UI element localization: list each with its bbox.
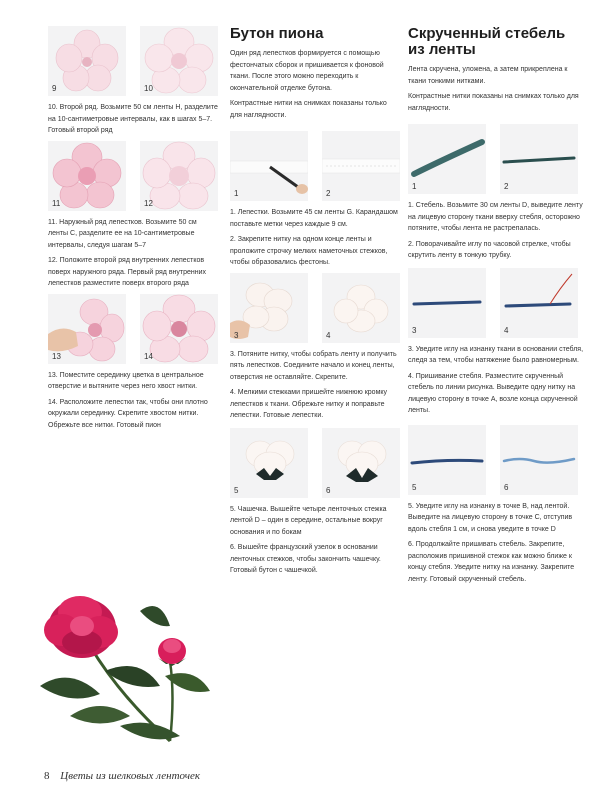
flower-photo-icon: [48, 26, 126, 96]
column-left: [48, 26, 218, 435]
page-number: 8: [44, 770, 50, 782]
photo-number: 1: [234, 189, 239, 198]
step-6-text: 6. Вышейте французский узелок в основании ленточных стежков, чтобы закончить чашечку. Готовый бутон с чашечкой.: [230, 544, 381, 574]
stitched-stem-icon: [408, 425, 486, 495]
photo-step-14: [140, 294, 218, 364]
photo-number: 2: [504, 182, 509, 191]
photo-step-3: [230, 273, 308, 343]
photo-step-11: [48, 141, 126, 211]
peony-illustration-icon: [20, 566, 220, 756]
photo-number: 11: [52, 198, 61, 208]
step-5-text: 5. Уведите иглу на изнанку в точке B, над лентой. Выведите на лицевую сторону в точке С, отступив вдоль стебля 1 см, и снова уведите в точке D: [408, 502, 573, 533]
photo-step-5: [230, 428, 308, 498]
step-4-text: 4. Пришивание стебля. Разместите скрученный стебель по линии рисунка. Выведите одну нитку на лицевую сторону в точке А, возле конца скрученной ленты.: [408, 372, 578, 414]
photo-step-4: [500, 268, 578, 338]
step-12-text: 12. Положите второй ряд внутренних лепестков поверх наружного ряда. Первый ряд внутренних лепестков разместите поверх второго ряда: [48, 257, 207, 287]
gathered-petals-icon: [230, 273, 308, 343]
photo-number: 12: [144, 198, 153, 208]
book-title: Цветы из шелковых ленточек: [60, 770, 201, 782]
photo-number: 3: [234, 330, 239, 340]
step-13-text: 13. Поместите серединку цветка в центральное отверстие и вытяните через него хвост нитки.: [48, 371, 204, 390]
step-6-text: 6. Продолжайте пришивать стебель. Закрепите, расположив пришивной стежок как можно ближе к концу стебля. Уведите нитку на изнанку. Закрепите ленту. Готовый скрученный стебель.: [408, 541, 575, 583]
intro-text: Лента скручена, уложена, а затем прикреплена к ткани тонкими нитками.: [408, 66, 568, 85]
photo-number: 5: [412, 482, 417, 492]
photo-number: 4: [504, 325, 509, 335]
photo-step-9: [48, 26, 126, 96]
photo-number: 9: [52, 84, 57, 93]
bud-calyx-icon: [322, 428, 400, 498]
photo-step-1: [230, 131, 308, 201]
intro-note: Контрастные нитки на снимках показаны только для наглядности.: [230, 100, 387, 119]
photo-step-5: [408, 425, 486, 495]
photo-row-11-12: [48, 141, 218, 211]
intro-text: Один ряд лепестков формируется с помощью фестончатых сборок и пришивается к фоновой ткани. После этого можно переходить к окончательной отделке бутона.: [230, 50, 384, 92]
intro-note: Контрастные нитки показаны на снимках только для наглядности.: [408, 93, 579, 112]
bud-calyx-icon: [230, 428, 308, 498]
stitched-stem-icon: [500, 425, 578, 495]
step-1-text: 1. Стебель. Возьмите 30 см ленты D, выведите ленту на лицевую сторону ткани вверху стебля, осторожно потяните, чтобы лента не растрепалась.: [408, 202, 583, 232]
photo-number: 14: [144, 351, 153, 361]
step-14-text: 14. Расположите лепестки так, чтобы они плотно окружали серединку. Скрепите хвостом нитки. Обрежьте все нитки. Готовый пион: [48, 398, 208, 429]
bud-petals-icon: [322, 273, 400, 343]
section-title-peony-bud: Бутон пиона: [230, 25, 324, 42]
ribbon-stem-icon: [408, 124, 486, 194]
step-2-text: 2. Поворачивайте иглу по часовой стрелке, чтобы скрутить ленту в тонкую трубку.: [408, 240, 571, 259]
photo-number: 10: [144, 84, 153, 93]
photo-number: 5: [234, 485, 239, 495]
step-3-text: 3. Уведите иглу на изнанку ткани в основании стебля, следя за тем, чтобы натяжение было равномерным.: [408, 345, 584, 364]
photo-step-1: [408, 124, 486, 194]
photo-step-3: [408, 268, 486, 338]
photo-number: 6: [504, 482, 509, 492]
photo-row-13-14: [48, 294, 218, 364]
step-2-text: 2. Закрепите нитку на одном конце ленты и проложите строчку мелких наметочных стежков, чтобы образовались фестоны.: [230, 236, 388, 266]
ribbon-pencil-icon: [230, 131, 308, 201]
photo-number: 3: [412, 325, 417, 335]
column-middle: [230, 26, 400, 581]
photo-row-3-4: [230, 273, 400, 343]
photo-step-10: [140, 26, 218, 96]
step-5-text: 5. Чашечка. Вышейте четыре ленточных стежка лентой D – один в середине, остальные вокруг основания и по бокам: [230, 505, 387, 536]
photo-row-9-10: [48, 26, 218, 96]
photo-row-5-6: [230, 428, 400, 498]
photo-step-6: [322, 428, 400, 498]
column-right: [408, 26, 586, 589]
step-1-text: 1. Лепестки. Возьмите 45 см ленты G. Карандашом поставьте метки через каждые 9 см.: [230, 209, 398, 228]
photo-step-13: [48, 294, 126, 364]
photo-number: 1: [412, 182, 417, 191]
photo-row-1-2: [408, 124, 586, 194]
photo-number: 2: [326, 189, 331, 198]
photo-step-2: [322, 131, 400, 201]
section-title-twisted-stem: Скрученный стебель из ленты: [408, 25, 566, 58]
step-3-text: 3. Потяните нитку, чтобы собрать ленту и получить пять лепестков. Соедините начало и конец ленты, отверстия не оставляйте. Скрепите.: [230, 350, 397, 381]
photo-number: 4: [326, 330, 331, 340]
photo-step-2: [500, 124, 578, 194]
stem-thread-icon: [500, 268, 578, 338]
photo-row-5-6: [408, 425, 586, 495]
twisted-stem-icon: [500, 124, 578, 194]
photo-number: 13: [52, 351, 61, 361]
step-4-text: 4. Мелкими стежками пришейте нижнюю кромку лепестков к ткани. Обрежьте нитку и поправьте лепестки. Готовые лепестки.: [230, 389, 388, 419]
step-11-text: 11. Наружный ряд лепестков. Возьмите 50 см ленты С, разделите ее на 10-сантиметровые интервалы, следуя шагам 5–7: [48, 218, 197, 249]
twisted-stem-icon: [408, 268, 486, 338]
ribbon-stitch-icon: [322, 131, 400, 201]
step-10-text: 10. Второй ряд. Возьмите 50 см ленты Н, разделите на 10-сантиметровые интервалы, как в шагах 5–7. Готовый второй ряд: [48, 104, 218, 134]
photo-step-12: [140, 141, 218, 211]
photo-step-6: [500, 425, 578, 495]
photo-row-1-2: [230, 131, 400, 201]
page-footer: [44, 770, 200, 782]
photo-number: 6: [326, 485, 331, 495]
photo-step-4: [322, 273, 400, 343]
photo-row-3-4: [408, 268, 586, 338]
